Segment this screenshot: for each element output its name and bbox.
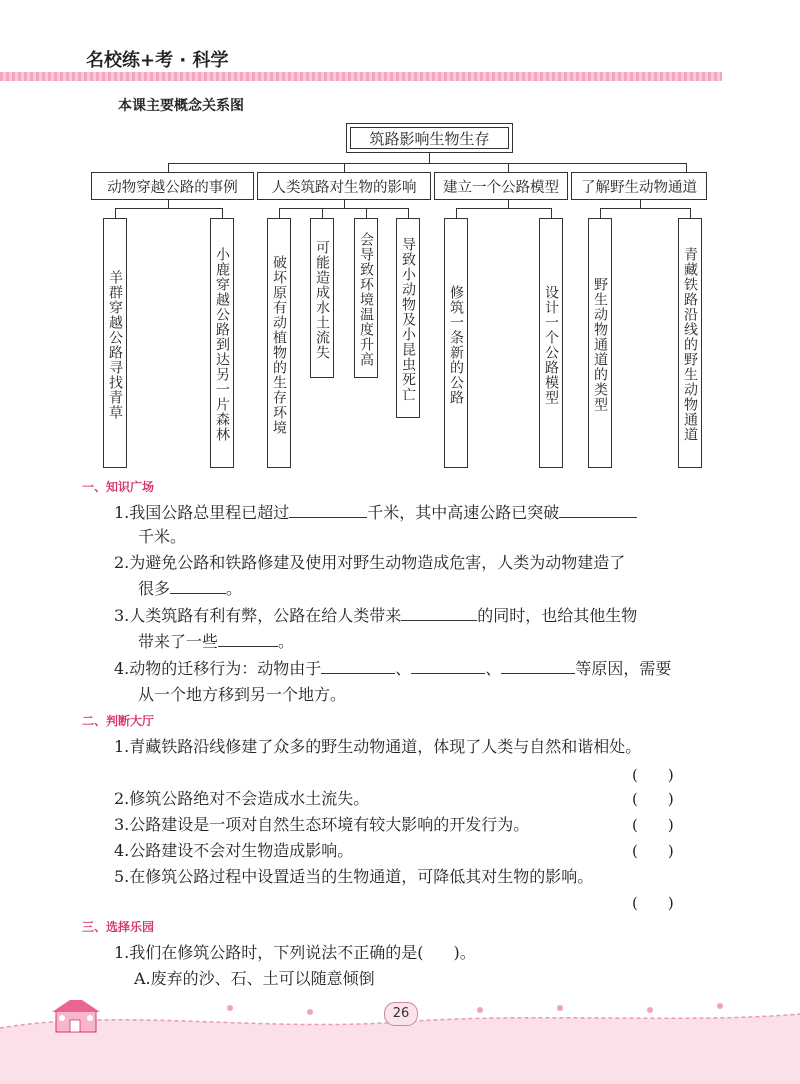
question-4-continued: 从一个地方移到另一个地方。 <box>138 685 347 704</box>
question-1-continued: 千米。 <box>138 527 187 546</box>
concept-root-box <box>346 123 513 153</box>
heart-decoration-icon <box>227 1003 723 1015</box>
judge-item: 4.公路建设不会对生物造成影响。 <box>114 841 354 860</box>
header-title: 名校练+考 · 科学 <box>86 50 229 71</box>
connector-line <box>168 200 169 208</box>
concept-root-label: 筑路影响生物生存 <box>369 129 490 148</box>
connector-line <box>366 208 367 218</box>
concept-map-title: 本课主要概念关系图 <box>118 98 244 114</box>
answer-parentheses[interactable]: ( ) <box>632 842 674 860</box>
answer-blank[interactable] <box>289 501 367 518</box>
connector-line <box>344 200 345 208</box>
question-2: 2.为避免公路和铁路修建及使用对野生动物造成危害，人类为动物建造了 <box>114 553 626 572</box>
answer-parentheses[interactable]: ( ) <box>632 790 674 808</box>
answer-parentheses[interactable]: ( ) <box>632 766 674 784</box>
question-text: 。 <box>278 632 295 651</box>
answer-parentheses[interactable]: ( ) <box>632 816 674 834</box>
connector-line <box>322 208 323 218</box>
choice-question-1 <box>114 940 476 966</box>
question-text: 3.人类筑路有利有弊，公路在给人类带来 <box>114 606 402 625</box>
question-4 <box>114 656 671 682</box>
connector-line <box>168 163 169 172</box>
leaf-box: 修筑一条新的公路 <box>444 218 468 468</box>
answer-blank[interactable] <box>170 577 226 594</box>
page-number: 26 <box>384 1002 418 1026</box>
category-box: 人类筑路对生物的影响 <box>257 172 431 200</box>
leaf-box: 会导致环境温度升高 <box>354 218 378 378</box>
leaf-box: 破坏原有动植物的生存环境 <box>267 218 291 468</box>
question-text: 带来了一些 <box>138 632 219 651</box>
answer-blank[interactable] <box>321 657 395 674</box>
judge-item: 3.公路建设是一项对自然生态环境有较大影响的开发行为。 <box>114 815 530 834</box>
question-text: 1.我们在修筑公路时，下列说法不正确的是( <box>114 943 424 962</box>
connector-line <box>279 208 280 218</box>
section-title-knowledge: 一、知识广场 <box>82 480 155 494</box>
question-text: 。 <box>226 579 243 598</box>
question-text: 、 <box>395 659 412 678</box>
leaf-box: 可能造成水土流失 <box>310 218 334 378</box>
question-1 <box>114 500 637 526</box>
connector-line <box>600 208 601 218</box>
leaf-box: 羊群穿越公路寻找青草 <box>103 218 127 468</box>
connector-line <box>168 163 686 164</box>
question-text: 1.我国公路总里程已超过 <box>114 503 290 522</box>
answer-parentheses[interactable]: ( ) <box>632 894 674 912</box>
answer-blank[interactable] <box>411 657 485 674</box>
connector-line <box>508 200 509 208</box>
category-box: 建立一个公路模型 <box>434 172 568 200</box>
leaf-box: 导致小动物及小昆虫死亡 <box>396 218 420 418</box>
connector-line <box>456 208 457 218</box>
leaf-box: 青藏铁路沿线的野生动物通道 <box>678 218 702 468</box>
question-text: )。 <box>453 943 476 962</box>
connector-line <box>222 208 223 218</box>
connector-line <box>279 208 408 209</box>
leaf-box: 小鹿穿越公路到达另一片森林 <box>210 218 234 468</box>
question-text: 很多 <box>138 579 171 598</box>
question-3-continued <box>138 629 294 655</box>
connector-line <box>456 208 552 209</box>
judge-item: 5.在修筑公路过程中设置适当的生物通道，可降低其对生物的影响。 <box>114 867 594 886</box>
question-3 <box>114 603 637 629</box>
section-title-judge: 二、判断大厅 <box>82 714 155 728</box>
leaf-box: 野生动物通道的类型 <box>588 218 612 468</box>
question-text: 千米，其中高速公路已突破 <box>367 503 560 522</box>
choice-option-a: A.废弃的沙、石、土可以随意倾倒 <box>134 969 375 988</box>
category-box: 动物穿越公路的事例 <box>91 172 254 200</box>
connector-line <box>551 208 552 218</box>
connector-line <box>690 208 691 218</box>
question-text: 、 <box>485 659 502 678</box>
root-inner-border <box>350 127 509 149</box>
connector-line <box>408 208 409 218</box>
question-text: 4.动物的迁移行为：动物由于 <box>114 659 322 678</box>
connector-line <box>429 153 430 163</box>
answer-blank[interactable] <box>218 630 278 647</box>
judge-item: 2.修筑公路绝对不会造成水土流失。 <box>114 789 370 808</box>
connector-line <box>686 163 687 172</box>
answer-blank[interactable] <box>559 501 637 518</box>
section-title-choice: 三、选择乐园 <box>82 920 155 934</box>
question-2-continued <box>138 576 242 602</box>
connector-line <box>600 208 691 209</box>
question-text: 等原因，需要 <box>575 659 672 678</box>
judge-item: 1.青藏铁路沿线修建了众多的野生动物通道，体现了人类与自然和谐相处。 <box>114 737 642 756</box>
header-bar <box>0 72 722 81</box>
answer-blank[interactable] <box>501 657 575 674</box>
category-box: 了解野生动物通道 <box>571 172 707 200</box>
answer-blank[interactable] <box>401 604 477 621</box>
leaf-box: 设计一个公路模型 <box>539 218 563 468</box>
connector-line <box>115 208 116 218</box>
question-text: 的同时，也给其他生物 <box>477 606 638 625</box>
connector-line <box>115 208 223 209</box>
connector-line <box>640 200 641 208</box>
connector-line <box>344 163 345 172</box>
connector-line <box>508 163 509 172</box>
house-icon <box>52 1000 100 1032</box>
